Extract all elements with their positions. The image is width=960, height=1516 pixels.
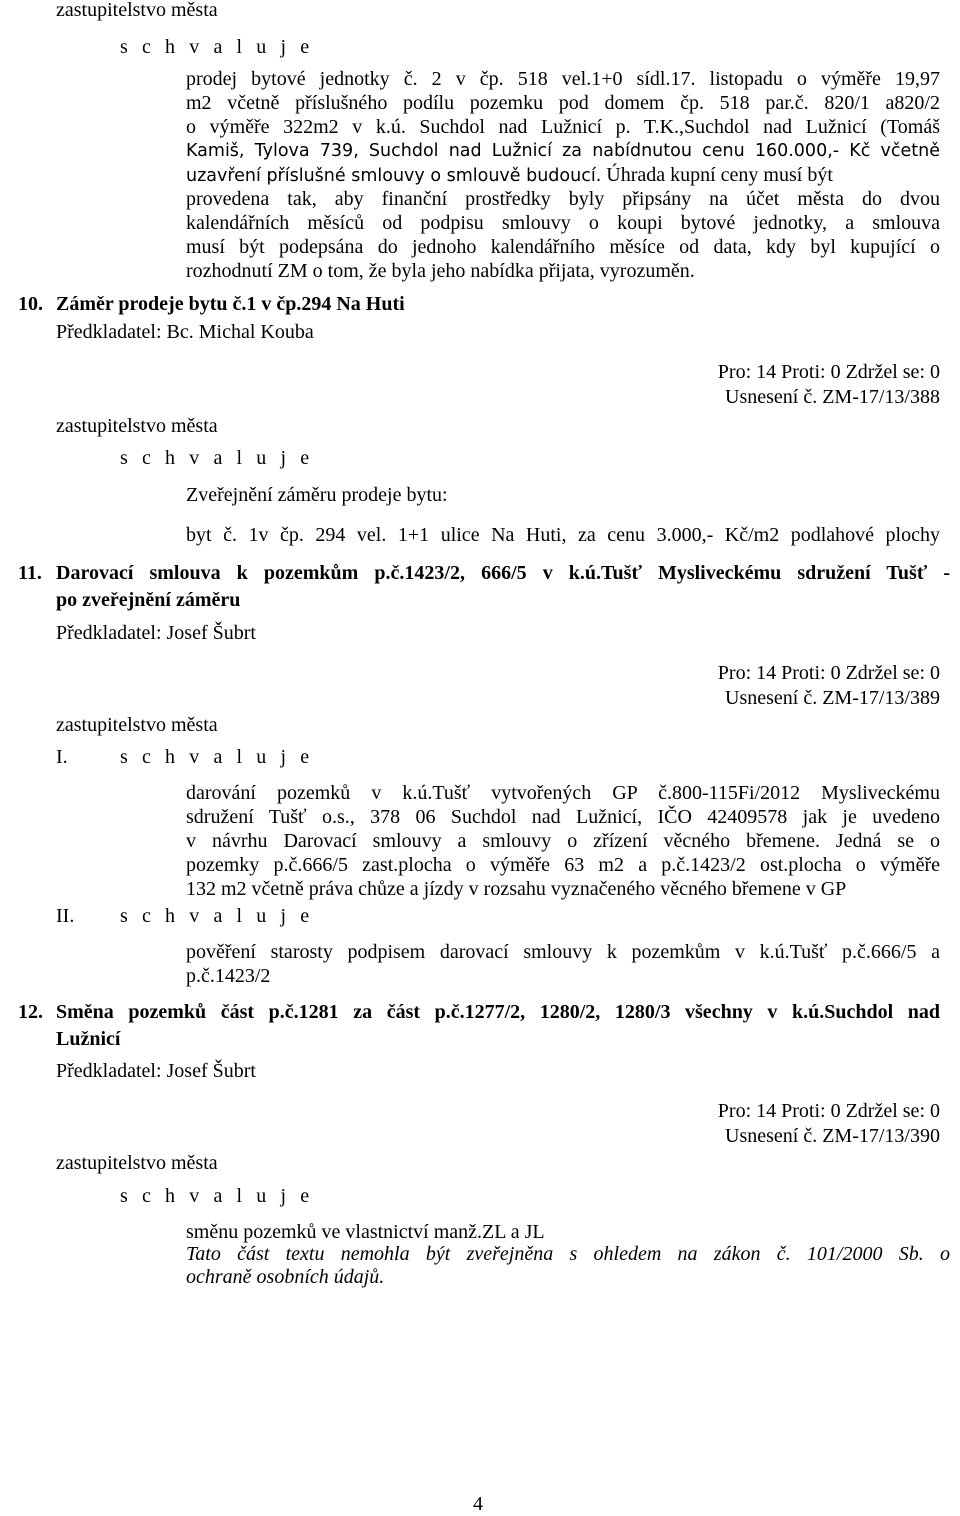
sale-text-segment: uzavření příslušné smlouvy o smlouvě budoucí. [186,166,602,186]
sale-text-line: Kamiš, Tylova 739, Suchdol nad Lužnicí za nabídnutou cenu 160.000,- Kč včetně [186,141,940,161]
roman-numeral: II. [56,905,75,927]
item-title: Darovací smlouva k pozemkům p.č.1423/2, 666/5 v k.ú.Tušť Mysliveckému sdružení Tušť - [56,562,950,584]
council-label: zastupitelstvo města [56,0,218,21]
donation-text-line: sdružení Tušť o.s., 378 06 Suchdol nad Lužnicí, IČO 42409578 jak je uvedeno [186,806,940,828]
sale-text-segment: Úhrada kupní ceny musí být [606,164,833,186]
council-label: zastupitelstvo města [56,714,218,736]
sale-text-line: rozhodnutí ZM o tom, že byla jeho nabídka přijata, vyrozuměn. [186,260,695,282]
redaction-note: Tato část textu nemohla být zveřejněna s ohledem na zákon č. 101/2000 Sb. o [186,1243,950,1265]
donation-text-line: darování pozemků v k.ú.Tušť vytvořených GP č.800-115Fi/2012 Mysliveckému [186,782,940,804]
sale-text-line: provedena tak, aby finanční prostředky byly připsány na účet města do dvou [186,188,940,210]
item-number: 10. [18,293,43,315]
resolution-subject: směnu pozemků ve vlastnictví manž.ZL a JL [186,1221,545,1243]
item-title: Záměr prodeje bytu č.1 v čp.294 Na Huti [56,293,405,315]
donation-text-line: 132 m2 včetně práva chůze a jízdy v rozsahu vyznačeného věcného břemene v GP [186,878,847,900]
approves-label: s c h v a l u j e [120,447,314,469]
item-title: Směna pozemků část p.č.1281 za část p.č.1277/2, 1280/2, 1280/3 všechny v k.ú.Suchdol nad [56,1001,940,1023]
redaction-note: ochraně osobních údajů. [186,1266,385,1288]
approves-label: s c h v a l u j e [120,1185,314,1207]
sale-text-line: kalendářních měsíců od podpisu smlouvy o koupi bytové jednotky, a smlouva [186,212,940,234]
item-number: 11. [18,562,42,584]
item-title: po zveřejnění záměru [56,589,241,611]
authorization-text-line: p.č.1423/2 [186,965,271,987]
resolution-subject: Zveřejnění záměru prodeje bytu: [186,484,448,506]
resolution-number: Usnesení č. ZM-17/13/390 [725,1125,940,1147]
presenter: Předkladatel: Josef Šubrt [56,622,256,644]
resolution-number: Usnesení č. ZM-17/13/388 [725,386,940,408]
council-label: zastupitelstvo města [56,1152,218,1174]
item-title: Lužnicí [56,1028,121,1050]
vote-result: Pro: 14 Proti: 0 Zdržel se: 0 [717,361,940,383]
resolution-detail: byt č. 1v čp. 294 vel. 1+1 ulice Na Huti, za cenu 3.000,- Kč/m2 podlahové plochy [186,524,940,546]
sale-text-line: musí být podepsána do jednoho kalendářního měsíce od data, kdy byl kupující o [186,236,940,258]
item-number: 12. [18,1001,43,1023]
approves-label: s c h v a l u j e [120,36,314,58]
presenter: Předkladatel: Josef Šubrt [56,1060,256,1082]
donation-text-line: v návrhu Darovací smlouvy a smlouvy o zřízení věcného břemene. Jedná se o [186,830,940,852]
vote-result: Pro: 14 Proti: 0 Zdržel se: 0 [717,662,940,684]
approves-label: s c h v a l u j e [120,905,314,927]
sale-text-line [186,163,940,188]
authorization-text-line: pověření starosty podpisem darovací smlouvy k pozemkům v k.ú.Tušť p.č.666/5 a [186,941,940,963]
council-label: zastupitelstvo města [56,415,218,437]
sale-text-line: o výměře 322m2 v k.ú. Suchdol nad Lužnicí p. T.K.,Suchdol nad Lužnicí (Tomáš [186,116,940,138]
vote-result: Pro: 14 Proti: 0 Zdržel se: 0 [717,1100,940,1122]
resolution-number: Usnesení č. ZM-17/13/389 [725,687,940,709]
presenter: Předkladatel: Bc. Michal Kouba [56,321,314,343]
page-number: 4 [473,1493,483,1515]
sale-text-line: prodej bytové jednotky č. 2 v čp. 518 vel.1+0 sídl.17. listopadu o výměře 19,97 [186,68,940,90]
donation-text-line: pozemky p.č.666/5 zast.plocha o výměře 63 m2 a p.č.1423/2 ost.plocha o výměře [186,854,940,876]
roman-numeral: I. [56,746,68,768]
sale-text-line: m2 včetně příslušného podílu pozemku pod domem čp. 518 par.č. 820/1 a820/2 [186,92,940,114]
approves-label: s c h v a l u j e [120,746,314,768]
